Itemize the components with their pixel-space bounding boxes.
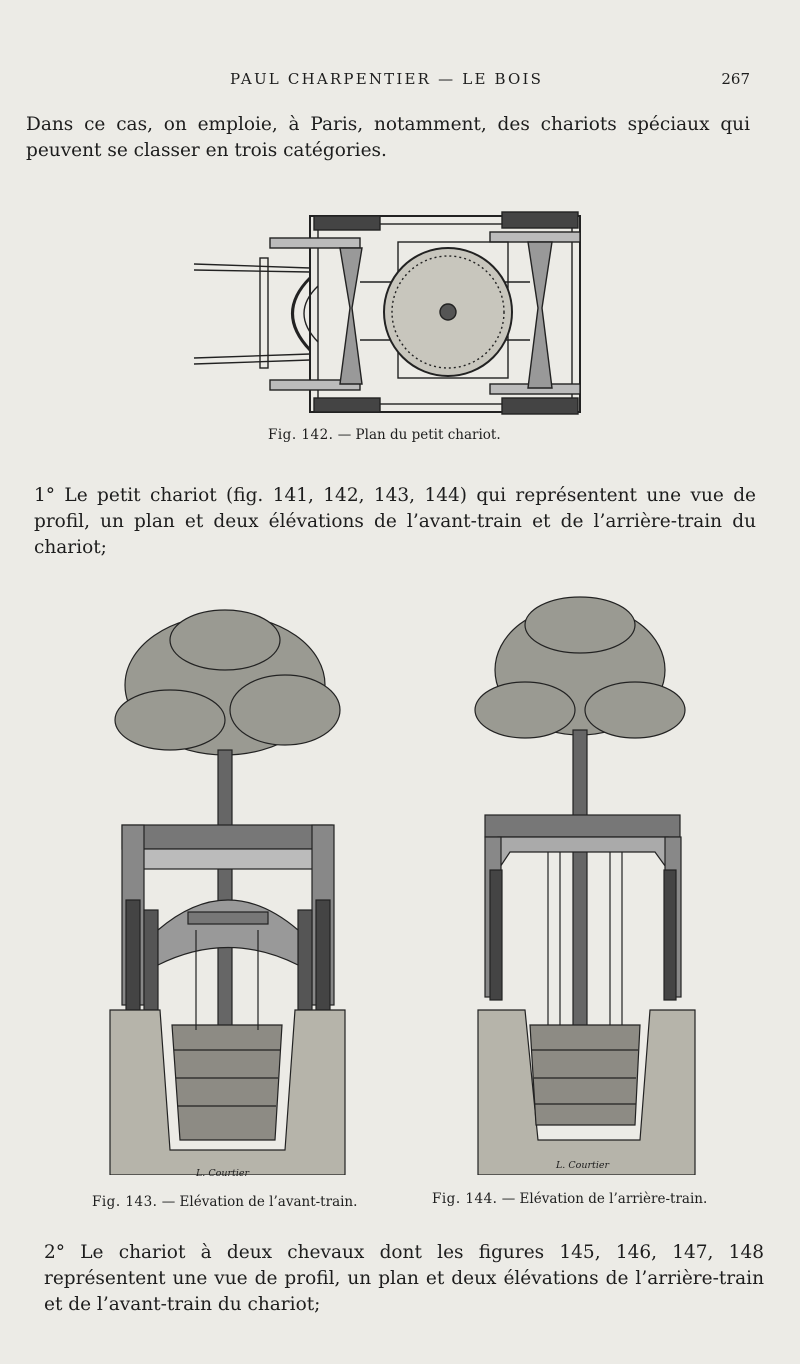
figure-144-number: Fig. 144.	[432, 1191, 498, 1207]
figure-142-caption	[268, 427, 501, 443]
item-2-paragraph: 2° Le chariot à deux chevaux dont les figures 145, 146, 147, 148 représentent une vue de profil, un plan et deux élévations de l’arrière-train et de l’avant-train du chariot;	[44, 1242, 764, 1315]
figure-143-number: Fig. 143.	[92, 1194, 158, 1210]
figure-144-caption	[432, 1191, 707, 1207]
page-number: 267	[721, 70, 750, 88]
running-head-title: PAUL CHARPENTIER — LE BOIS	[230, 70, 544, 88]
figure-144-title: — Elévation de l’arrière-train.	[501, 1191, 708, 1207]
figure-144-signature: L. Courtier	[556, 1160, 610, 1171]
figure-142-number: Fig. 142.	[268, 427, 334, 443]
figure-143-caption	[92, 1194, 357, 1210]
figure-144-arriere-train	[470, 590, 700, 1175]
figure-143-signature: L. Courtier	[196, 1168, 250, 1179]
figure-143-avant-train	[100, 600, 355, 1175]
item-1-paragraph: 1° Le petit chariot (fig. 141, 142, 143, 144) qui représentent une vue de profil, un plan et deux élévations de l’avant-train et de l’arrière-train du chariot;	[34, 485, 756, 558]
intro-paragraph: Dans ce cas, on emploie, à Paris, notamment, des chariots spéciaux qui peuvent se classer en trois catégories.	[26, 114, 750, 161]
figure-142-chariot-plan	[190, 208, 590, 420]
running-head	[0, 70, 800, 94]
figure-143-title: — Elévation de l’avant-train.	[161, 1194, 358, 1210]
figure-142-title: — Plan du petit chariot.	[337, 427, 501, 443]
